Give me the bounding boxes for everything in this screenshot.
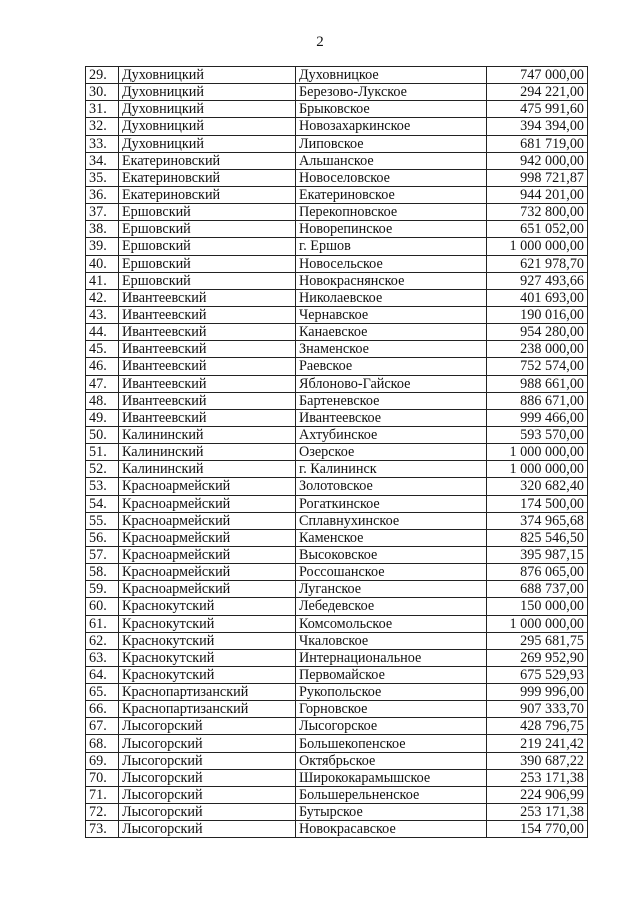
table-row: [86, 718, 588, 735]
settlement-name: Ахтубинское: [296, 426, 487, 443]
row-number: 42.: [86, 289, 119, 306]
table-row: [86, 358, 588, 375]
settlement-name: Новосельское: [296, 255, 487, 272]
settlement-name: Рукопольское: [296, 684, 487, 701]
amount-value: 1 000 000,00: [487, 461, 588, 478]
amount-value: 651 052,00: [487, 221, 588, 238]
table-row: [86, 529, 588, 546]
row-number: 34.: [86, 152, 119, 169]
table-row: [86, 118, 588, 135]
table-row: [86, 221, 588, 238]
settlement-name: Раевское: [296, 358, 487, 375]
settlement-name: Ширококарамышское: [296, 769, 487, 786]
district-name: Красноармейский: [119, 564, 296, 581]
amount-value: 988 661,00: [487, 375, 588, 392]
district-name: Красноармейский: [119, 581, 296, 598]
row-number: 36.: [86, 186, 119, 203]
settlement-name: Духовницкое: [296, 67, 487, 84]
amount-value: 390 687,22: [487, 752, 588, 769]
district-name: Духовницкий: [119, 84, 296, 101]
district-name: Духовницкий: [119, 118, 296, 135]
district-name: Ивантеевский: [119, 375, 296, 392]
table-row: [86, 649, 588, 666]
settlement-name: Альшанское: [296, 152, 487, 169]
row-number: 46.: [86, 358, 119, 375]
row-number: 63.: [86, 649, 119, 666]
district-name: Екатериновский: [119, 186, 296, 203]
row-number: 35.: [86, 169, 119, 186]
table-row: [86, 598, 588, 615]
settlement-name: Чернавское: [296, 306, 487, 323]
settlement-name: г. Ершов: [296, 238, 487, 255]
row-number: 40.: [86, 255, 119, 272]
table-row: [86, 821, 588, 838]
district-name: Красноармейский: [119, 495, 296, 512]
settlement-name: Большерельненское: [296, 786, 487, 803]
table-row: [86, 101, 588, 118]
amount-value: 621 978,70: [487, 255, 588, 272]
settlement-name: Новорепинское: [296, 221, 487, 238]
district-name: Ивантеевский: [119, 392, 296, 409]
row-number: 32.: [86, 118, 119, 135]
table-row: [86, 426, 588, 443]
row-number: 39.: [86, 238, 119, 255]
table-row: [86, 786, 588, 803]
amount-value: 1 000 000,00: [487, 238, 588, 255]
row-number: 41.: [86, 272, 119, 289]
settlement-name: Лебедевское: [296, 598, 487, 615]
row-number: 44.: [86, 324, 119, 341]
row-number: 33.: [86, 135, 119, 152]
amount-value: 876 065,00: [487, 564, 588, 581]
allocation-table: [85, 66, 588, 838]
row-number: 70.: [86, 769, 119, 786]
row-number: 60.: [86, 598, 119, 615]
amount-value: 998 721,87: [487, 169, 588, 186]
district-name: Ивантеевский: [119, 306, 296, 323]
district-name: Духовницкий: [119, 135, 296, 152]
district-name: Краснокутский: [119, 598, 296, 615]
amount-value: 999 996,00: [487, 684, 588, 701]
amount-value: 253 171,38: [487, 804, 588, 821]
amount-value: 927 493,66: [487, 272, 588, 289]
amount-value: 688 737,00: [487, 581, 588, 598]
district-name: Ершовский: [119, 272, 296, 289]
row-number: 61.: [86, 615, 119, 632]
settlement-name: Луганское: [296, 581, 487, 598]
settlement-name: Перекопновское: [296, 204, 487, 221]
amount-value: 401 693,00: [487, 289, 588, 306]
table-row: [86, 306, 588, 323]
table-row: [86, 804, 588, 821]
district-name: Ивантеевский: [119, 289, 296, 306]
amount-value: 886 671,00: [487, 392, 588, 409]
settlement-name: Бутырское: [296, 804, 487, 821]
amount-value: 732 800,00: [487, 204, 588, 221]
table-row: [86, 581, 588, 598]
amount-value: 999 466,00: [487, 409, 588, 426]
settlement-name: Новокраснянское: [296, 272, 487, 289]
row-number: 54.: [86, 495, 119, 512]
settlement-name: Чкаловское: [296, 632, 487, 649]
settlement-name: Комсомольское: [296, 615, 487, 632]
district-name: Калининский: [119, 461, 296, 478]
settlement-name: Интернациональное: [296, 649, 487, 666]
settlement-name: Бартеневское: [296, 392, 487, 409]
row-number: 52.: [86, 461, 119, 478]
table-row: [86, 392, 588, 409]
page-number: 2: [316, 34, 324, 50]
district-name: Ершовский: [119, 255, 296, 272]
district-name: Лысогорский: [119, 821, 296, 838]
district-name: Калининский: [119, 444, 296, 461]
district-name: Лысогорский: [119, 735, 296, 752]
table-row: [86, 375, 588, 392]
table-body: [86, 67, 588, 838]
row-number: 29.: [86, 67, 119, 84]
district-name: Краснопартизанский: [119, 701, 296, 718]
district-name: Красноармейский: [119, 529, 296, 546]
amount-value: 1 000 000,00: [487, 615, 588, 632]
settlement-name: Высоковское: [296, 546, 487, 563]
amount-value: 224 906,99: [487, 786, 588, 803]
district-name: Духовницкий: [119, 101, 296, 118]
table-row: [86, 289, 588, 306]
table-row: [86, 752, 588, 769]
amount-value: 394 394,00: [487, 118, 588, 135]
amount-value: 219 241,42: [487, 735, 588, 752]
table-row: [86, 255, 588, 272]
amount-value: 150 000,00: [487, 598, 588, 615]
table-row: [86, 769, 588, 786]
row-number: 49.: [86, 409, 119, 426]
district-name: Лысогорский: [119, 718, 296, 735]
row-number: 72.: [86, 804, 119, 821]
table-row: [86, 701, 588, 718]
district-name: Ершовский: [119, 204, 296, 221]
table-row: [86, 204, 588, 221]
settlement-name: Березово-Лукское: [296, 84, 487, 101]
settlement-name: Октябрьское: [296, 752, 487, 769]
district-name: Красноармейский: [119, 478, 296, 495]
row-number: 69.: [86, 752, 119, 769]
table-row: [86, 546, 588, 563]
table-row: [86, 564, 588, 581]
amount-value: 593 570,00: [487, 426, 588, 443]
settlement-name: Первомайское: [296, 666, 487, 683]
table-row: [86, 512, 588, 529]
row-number: 51.: [86, 444, 119, 461]
row-number: 50.: [86, 426, 119, 443]
row-number: 30.: [86, 84, 119, 101]
table-row: [86, 135, 588, 152]
amount-value: 269 952,90: [487, 649, 588, 666]
settlement-name: Канаевское: [296, 324, 487, 341]
row-number: 67.: [86, 718, 119, 735]
settlement-name: Каменское: [296, 529, 487, 546]
district-name: Краснокутский: [119, 666, 296, 683]
table-row: [86, 632, 588, 649]
amount-value: 294 221,00: [487, 84, 588, 101]
settlement-name: Яблоново-Гайское: [296, 375, 487, 392]
amount-value: 395 987,15: [487, 546, 588, 563]
table-row: [86, 735, 588, 752]
amount-value: 190 016,00: [487, 306, 588, 323]
district-name: Калининский: [119, 426, 296, 443]
amount-value: 253 171,38: [487, 769, 588, 786]
amount-value: 428 796,75: [487, 718, 588, 735]
settlement-name: Большекопенское: [296, 735, 487, 752]
district-name: Ивантеевский: [119, 358, 296, 375]
row-number: 73.: [86, 821, 119, 838]
table-row: [86, 152, 588, 169]
settlement-name: Екатериновское: [296, 186, 487, 203]
row-number: 66.: [86, 701, 119, 718]
amount-value: 954 280,00: [487, 324, 588, 341]
table-row: [86, 409, 588, 426]
district-name: Лысогорский: [119, 804, 296, 821]
table-row: [86, 684, 588, 701]
amount-value: 174 500,00: [487, 495, 588, 512]
amount-value: 825 546,50: [487, 529, 588, 546]
settlement-name: Знаменское: [296, 341, 487, 358]
amount-value: 1 000 000,00: [487, 444, 588, 461]
row-number: 37.: [86, 204, 119, 221]
table-row: [86, 615, 588, 632]
district-name: Екатериновский: [119, 152, 296, 169]
table-row: [86, 666, 588, 683]
row-number: 47.: [86, 375, 119, 392]
table-row: [86, 444, 588, 461]
table-row: [86, 272, 588, 289]
row-number: 43.: [86, 306, 119, 323]
district-name: Краснокутский: [119, 649, 296, 666]
district-name: Лысогорский: [119, 769, 296, 786]
amount-value: 675 529,93: [487, 666, 588, 683]
table-row: [86, 461, 588, 478]
row-number: 48.: [86, 392, 119, 409]
settlement-name: Ивантеевское: [296, 409, 487, 426]
amount-value: 374 965,68: [487, 512, 588, 529]
district-name: Лысогорский: [119, 786, 296, 803]
district-name: Ивантеевский: [119, 409, 296, 426]
district-name: Духовницкий: [119, 67, 296, 84]
table-row: [86, 238, 588, 255]
district-name: Лысогорский: [119, 752, 296, 769]
amount-value: 942 000,00: [487, 152, 588, 169]
row-number: 58.: [86, 564, 119, 581]
district-name: Екатериновский: [119, 169, 296, 186]
settlement-name: Липовское: [296, 135, 487, 152]
table-row: [86, 495, 588, 512]
table-row: [86, 478, 588, 495]
settlement-name: Новокрасавское: [296, 821, 487, 838]
settlement-name: Рогаткинское: [296, 495, 487, 512]
district-name: Краснокутский: [119, 632, 296, 649]
row-number: 64.: [86, 666, 119, 683]
row-number: 31.: [86, 101, 119, 118]
amount-value: 154 770,00: [487, 821, 588, 838]
settlement-name: Николаевское: [296, 289, 487, 306]
district-name: Красноармейский: [119, 512, 296, 529]
row-number: 65.: [86, 684, 119, 701]
table-row: [86, 67, 588, 84]
table-row: [86, 169, 588, 186]
table-row: [86, 186, 588, 203]
settlement-name: Новозахаркинское: [296, 118, 487, 135]
district-name: Ивантеевский: [119, 341, 296, 358]
district-name: Красноармейский: [119, 546, 296, 563]
row-number: 55.: [86, 512, 119, 529]
amount-value: 475 991,60: [487, 101, 588, 118]
settlement-name: Озерское: [296, 444, 487, 461]
settlement-name: г. Калининск: [296, 461, 487, 478]
amount-value: 238 000,00: [487, 341, 588, 358]
settlement-name: Новоселовское: [296, 169, 487, 186]
amount-value: 681 719,00: [487, 135, 588, 152]
row-number: 45.: [86, 341, 119, 358]
row-number: 62.: [86, 632, 119, 649]
row-number: 53.: [86, 478, 119, 495]
amount-value: 944 201,00: [487, 186, 588, 203]
district-name: Ершовский: [119, 221, 296, 238]
district-name: Краснокутский: [119, 615, 296, 632]
row-number: 71.: [86, 786, 119, 803]
amount-value: 295 681,75: [487, 632, 588, 649]
row-number: 38.: [86, 221, 119, 238]
settlement-name: Лысогорское: [296, 718, 487, 735]
table-row: [86, 84, 588, 101]
row-number: 56.: [86, 529, 119, 546]
settlement-name: Горновское: [296, 701, 487, 718]
district-name: Краснопартизанский: [119, 684, 296, 701]
settlement-name: Золотовское: [296, 478, 487, 495]
row-number: 59.: [86, 581, 119, 598]
amount-value: 747 000,00: [487, 67, 588, 84]
table-row: [86, 341, 588, 358]
district-name: Ершовский: [119, 238, 296, 255]
amount-value: 320 682,40: [487, 478, 588, 495]
settlement-name: Брыковское: [296, 101, 487, 118]
settlement-name: Сплавнухинское: [296, 512, 487, 529]
table-row: [86, 324, 588, 341]
settlement-name: Россошанское: [296, 564, 487, 581]
district-name: Ивантеевский: [119, 324, 296, 341]
amount-value: 907 333,70: [487, 701, 588, 718]
row-number: 68.: [86, 735, 119, 752]
row-number: 57.: [86, 546, 119, 563]
amount-value: 752 574,00: [487, 358, 588, 375]
